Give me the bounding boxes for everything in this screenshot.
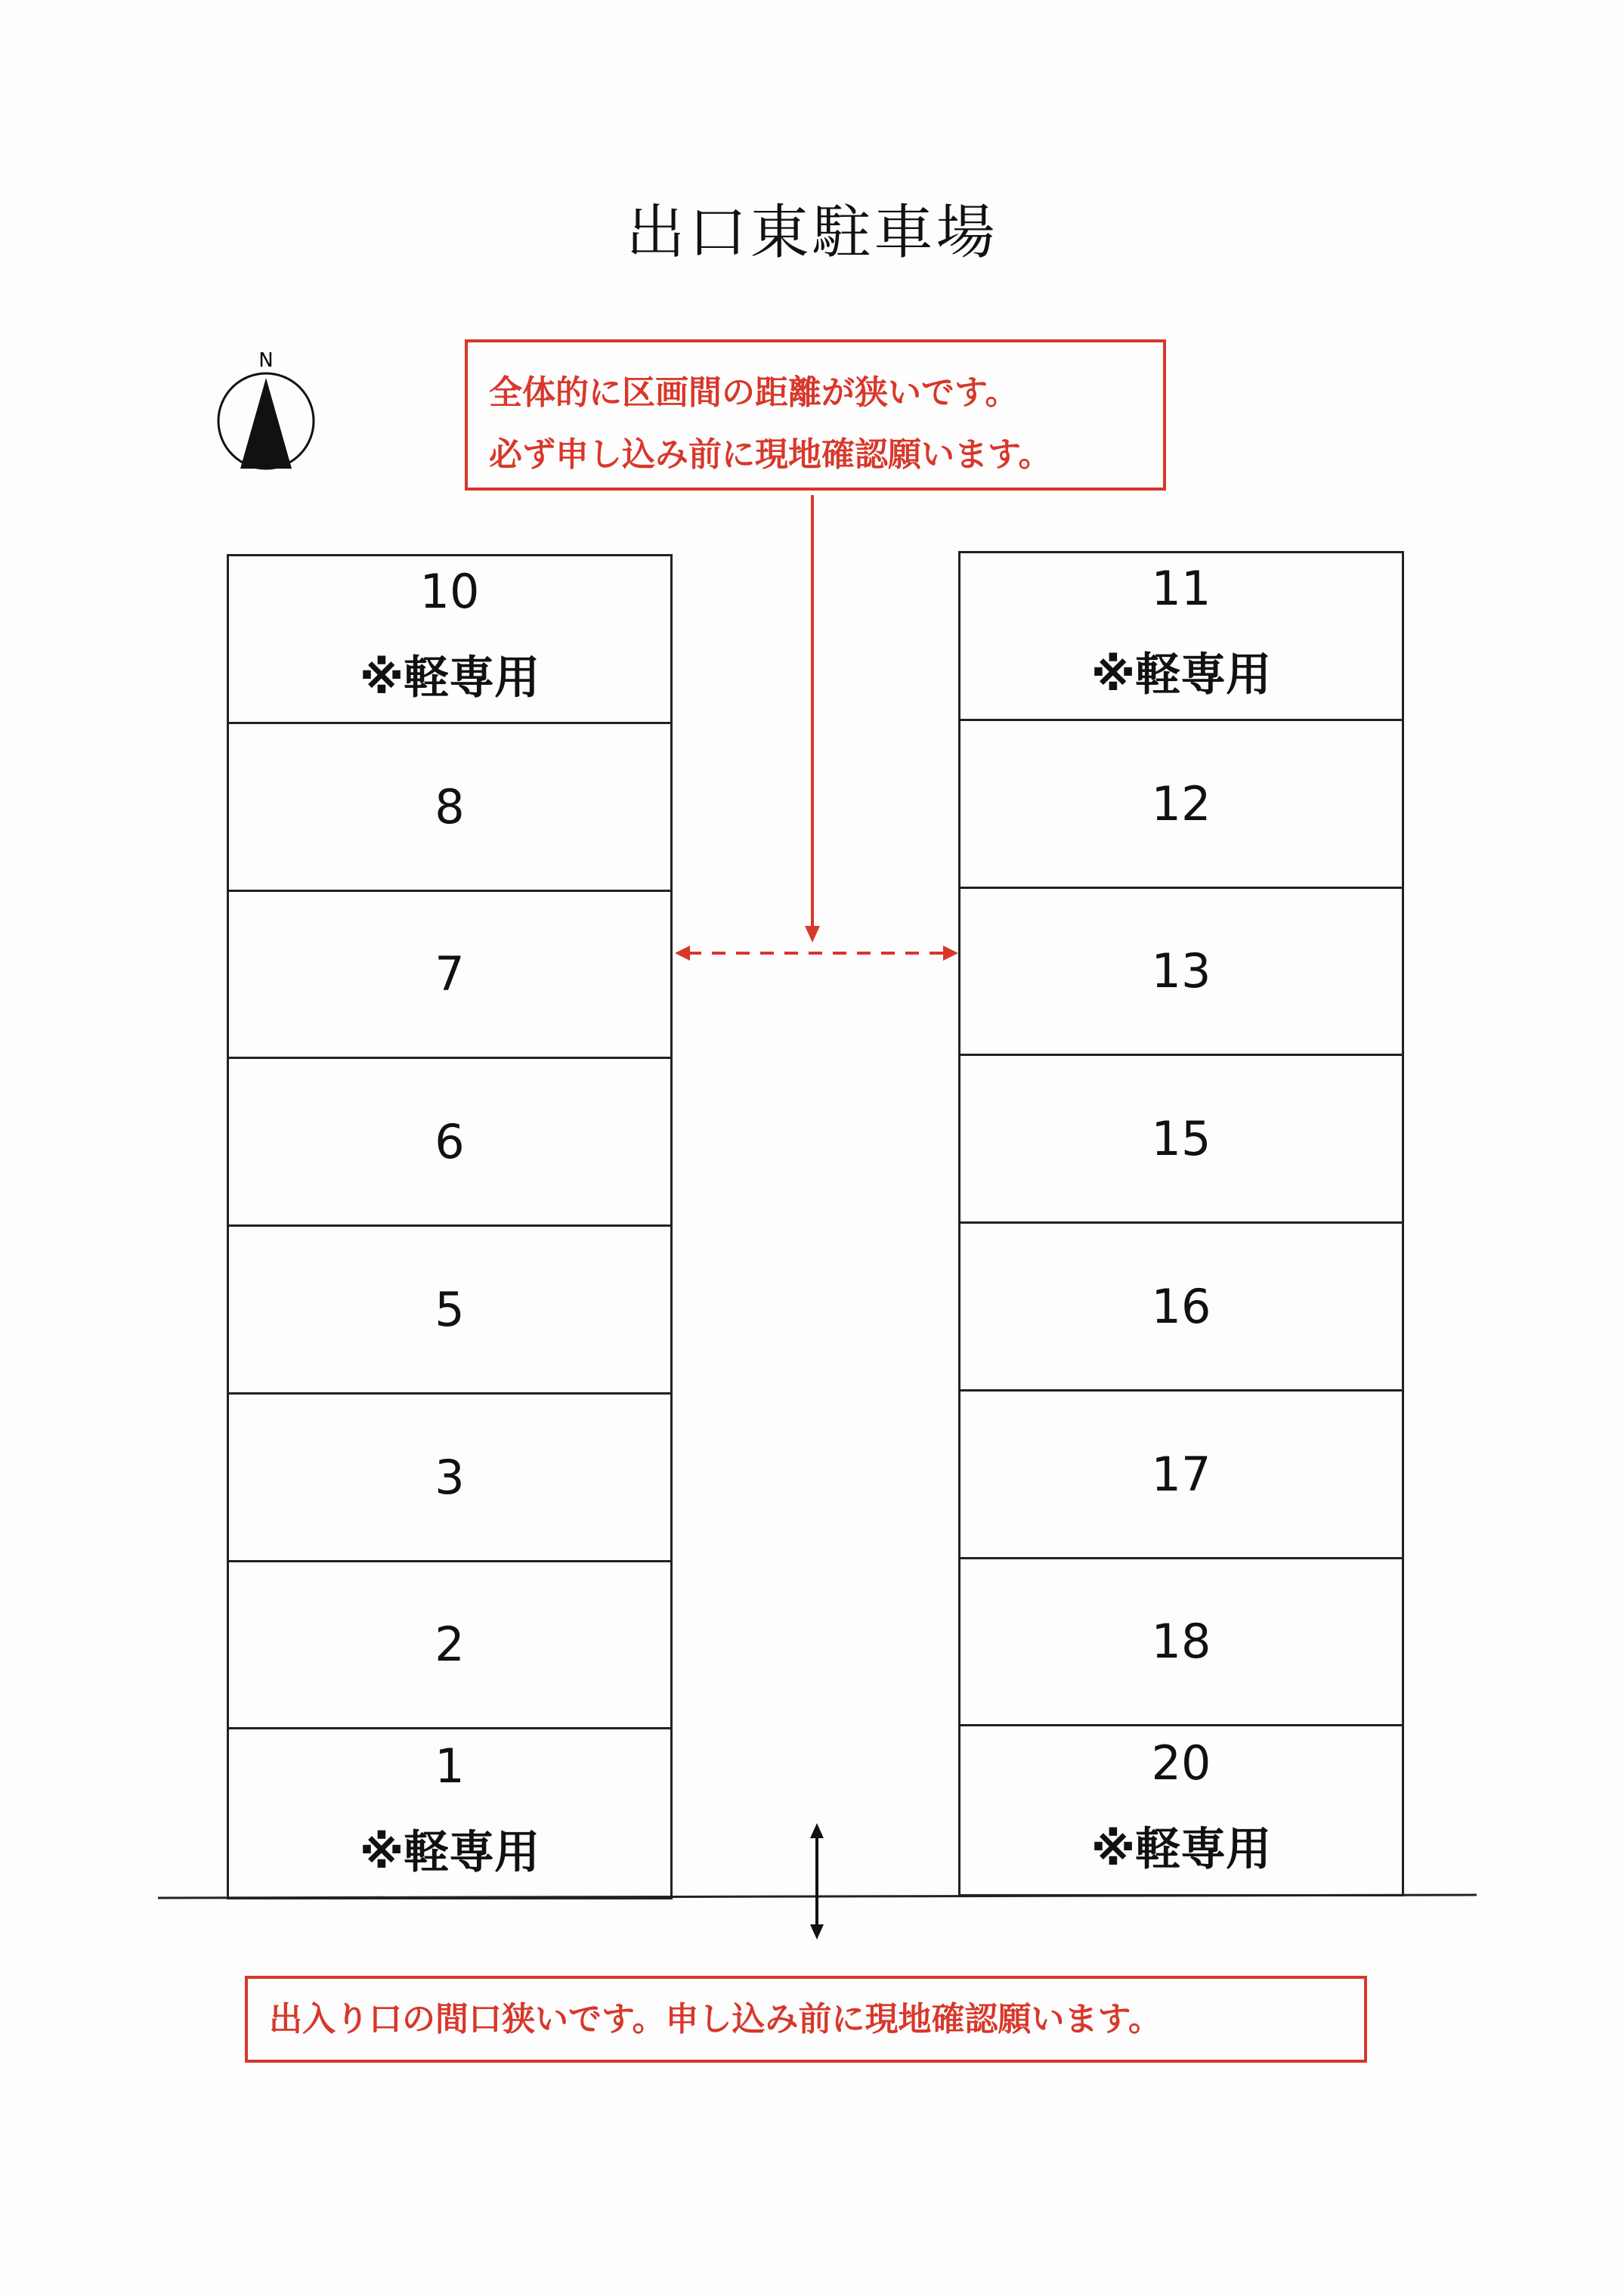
parking-space-11 (960, 553, 1402, 721)
space-number: 11 (1151, 560, 1211, 616)
space-number: 20 (1151, 1735, 1211, 1791)
space-number: 15 (1151, 1111, 1211, 1167)
space-number: 5 (435, 1281, 465, 1337)
spacing-warning-line2: 必ず申し込み前に現地確認願います。 (489, 435, 1052, 474)
parking-space-3 (229, 1395, 670, 1562)
entrance-arrow (810, 1823, 824, 1940)
space-number: 17 (1151, 1446, 1211, 1502)
left-parking-column (227, 554, 673, 1899)
space-number: 1 (435, 1738, 465, 1794)
parking-space-12 (960, 721, 1402, 889)
parking-space-7 (229, 892, 670, 1060)
kei-only-label: ※軽専用 (359, 1825, 540, 1879)
parking-space-13 (960, 889, 1402, 1057)
parking-space-5 (229, 1227, 670, 1395)
spacing-warning-note (465, 339, 1166, 491)
parking-space-17 (960, 1392, 1402, 1559)
aisle-width-arrow (675, 946, 958, 961)
kei-only-label: ※軽専用 (1090, 1822, 1272, 1876)
parking-space-18 (960, 1559, 1402, 1727)
parking-space-6 (229, 1059, 670, 1227)
pointer-arrow (805, 495, 820, 943)
space-number: 8 (435, 779, 465, 834)
space-number: 3 (435, 1449, 465, 1505)
kei-only-label: ※軽専用 (359, 651, 540, 704)
space-number: 16 (1151, 1278, 1211, 1334)
parking-space-16 (960, 1224, 1402, 1392)
spacing-warning-line1: 全体的に区画間の距離が狭いです。 (489, 373, 1019, 412)
parking-space-20 (960, 1726, 1402, 1894)
parking-space-2 (229, 1562, 670, 1730)
space-number: 6 (435, 1114, 465, 1170)
space-number: 2 (435, 1617, 465, 1673)
space-number: 13 (1151, 943, 1211, 999)
compass-north-label: N (258, 349, 274, 372)
space-number: 10 (419, 563, 480, 619)
entrance-warning-text: 出入り口の間口狭いです。申し込み前に現地確認願います。 (269, 2000, 1162, 2039)
space-number: 7 (435, 946, 465, 1002)
kei-only-label: ※軽専用 (1090, 648, 1272, 701)
parking-space-1 (229, 1729, 670, 1897)
space-number: 18 (1151, 1614, 1211, 1670)
parking-space-10 (229, 556, 670, 724)
space-number: 12 (1151, 776, 1211, 831)
parking-space-15 (960, 1056, 1402, 1224)
compass-icon (218, 349, 314, 469)
parking-space-8 (229, 724, 670, 892)
page-title: 出口東駐車場 (626, 199, 998, 267)
right-parking-column (958, 551, 1404, 1896)
entrance-warning-note (245, 1976, 1367, 2063)
